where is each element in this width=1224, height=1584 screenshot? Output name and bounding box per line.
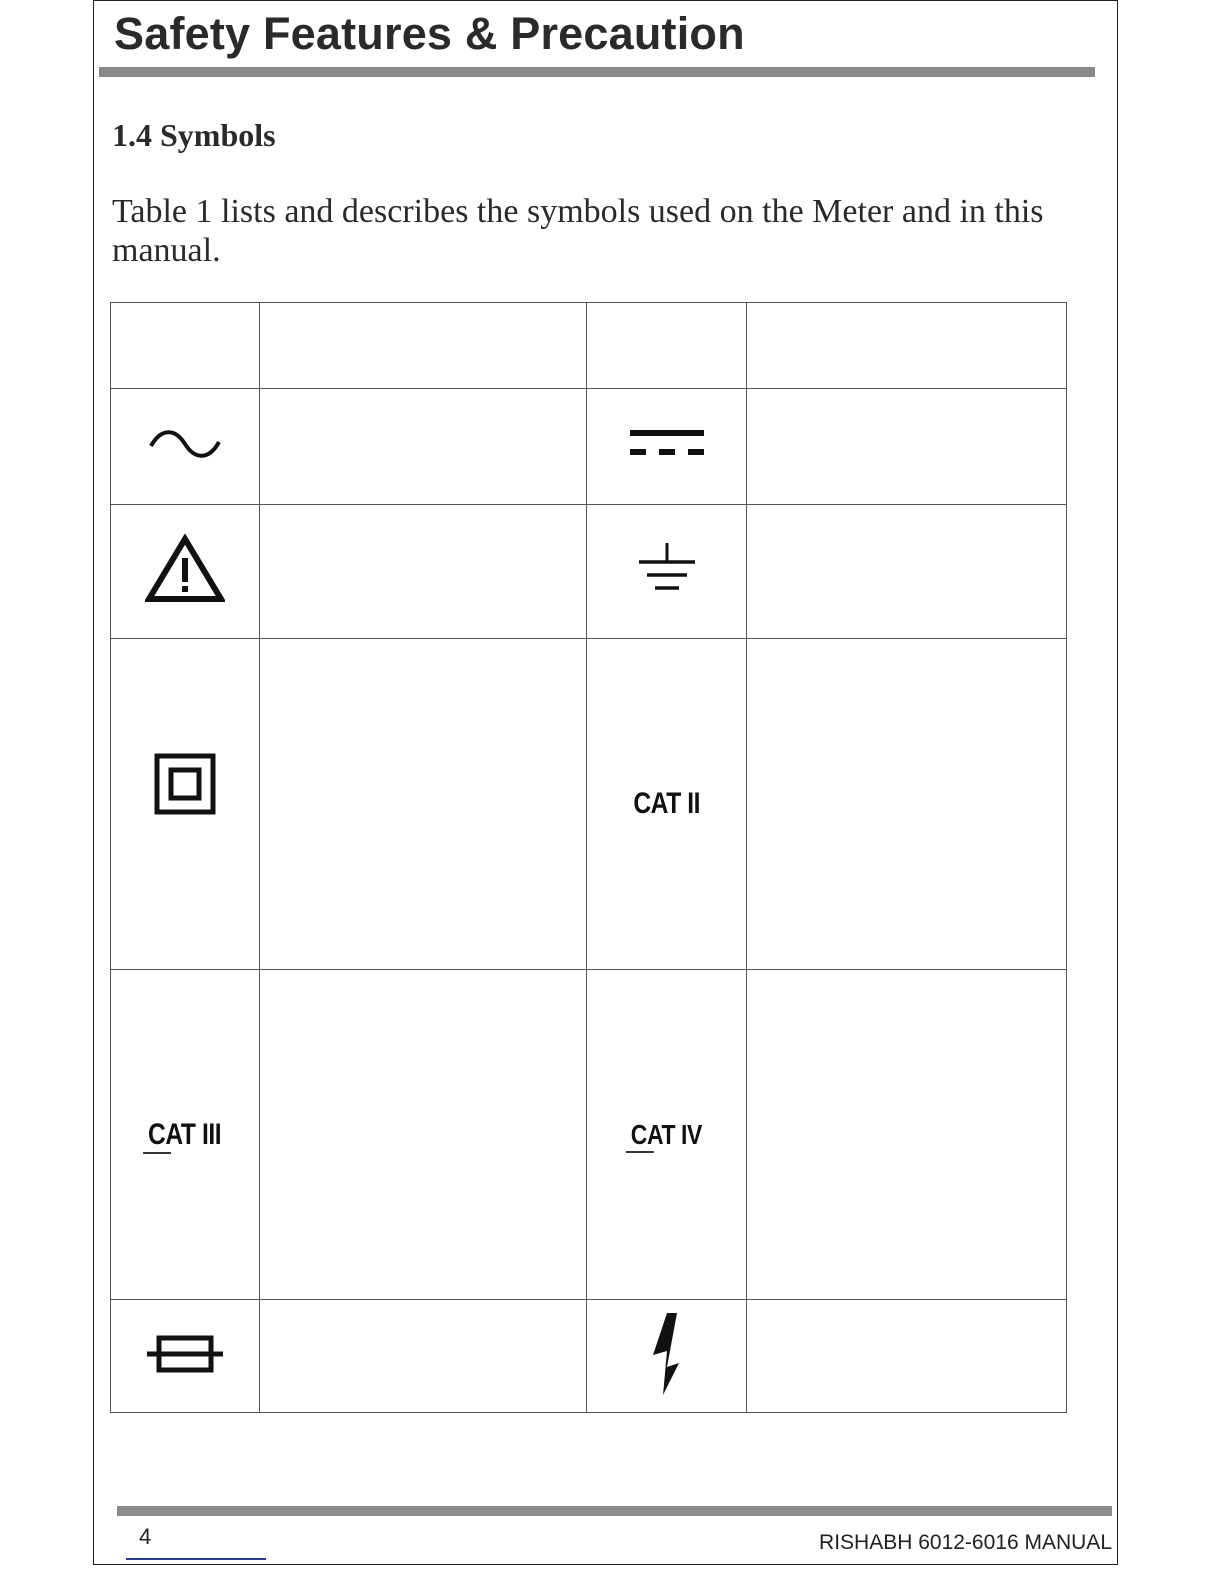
lightning-bolt-icon bbox=[647, 1311, 687, 1397]
table-row bbox=[111, 639, 1067, 970]
symbols-table bbox=[110, 302, 1067, 1413]
ground-icon bbox=[635, 539, 699, 599]
cat-iii-underline bbox=[144, 1152, 172, 1154]
table-cell bbox=[587, 303, 746, 389]
table-cell bbox=[746, 303, 1066, 389]
cat-iii-label bbox=[148, 1118, 221, 1152]
page-number: 4 bbox=[139, 1524, 152, 1549]
cat-iv-label bbox=[631, 1119, 702, 1151]
symbol-cell bbox=[111, 639, 260, 970]
description-cell bbox=[746, 1300, 1066, 1413]
symbol-cell bbox=[111, 389, 260, 505]
symbol-cell bbox=[111, 1300, 260, 1413]
symbol-cell bbox=[587, 639, 746, 970]
double-insulation-icon bbox=[153, 752, 217, 816]
symbol-cell bbox=[587, 1300, 746, 1413]
table-row bbox=[111, 970, 1067, 1300]
description-cell bbox=[260, 639, 587, 970]
warning-triangle-icon bbox=[145, 534, 225, 604]
description-cell bbox=[746, 505, 1066, 639]
cat-iii-text: CAT III bbox=[148, 1117, 222, 1151]
page-title: Safety Features & Precaution bbox=[114, 8, 745, 59]
description-cell bbox=[260, 389, 587, 505]
footer-divider bbox=[117, 1506, 1112, 1516]
description-cell bbox=[746, 639, 1066, 970]
description-cell bbox=[260, 1300, 587, 1413]
fuse-icon bbox=[145, 1332, 225, 1376]
cat-iv-underline bbox=[626, 1151, 654, 1153]
table-row bbox=[111, 505, 1067, 639]
manual-name: RISHABH 6012-6016 MANUAL bbox=[819, 1531, 1112, 1554]
ac-tilde-icon bbox=[147, 424, 223, 464]
symbol-cell bbox=[111, 970, 260, 1300]
header-divider bbox=[99, 67, 1095, 77]
table-row bbox=[111, 1300, 1067, 1413]
cat-iv-text: CAT IV bbox=[630, 1118, 703, 1150]
section-heading: 1.4 Symbols bbox=[112, 117, 276, 153]
table-row bbox=[111, 389, 1067, 505]
cat-ii-label: CAT II bbox=[633, 787, 700, 820]
page-number-underline bbox=[126, 1558, 266, 1560]
symbol-cell bbox=[111, 505, 260, 639]
description-cell bbox=[260, 970, 587, 1300]
symbol-cell bbox=[587, 505, 746, 639]
description-cell bbox=[746, 389, 1066, 505]
description-cell bbox=[260, 505, 587, 639]
intro-paragraph: Table 1 lists and describes the symbols used on the Meter and in this manual. bbox=[112, 193, 1044, 269]
table-cell bbox=[260, 303, 587, 389]
table-cell bbox=[111, 303, 260, 389]
symbol-cell bbox=[587, 970, 746, 1300]
symbol-cell bbox=[587, 389, 746, 505]
dc-icon bbox=[627, 427, 707, 461]
description-cell bbox=[746, 970, 1066, 1300]
table-row bbox=[111, 303, 1067, 389]
